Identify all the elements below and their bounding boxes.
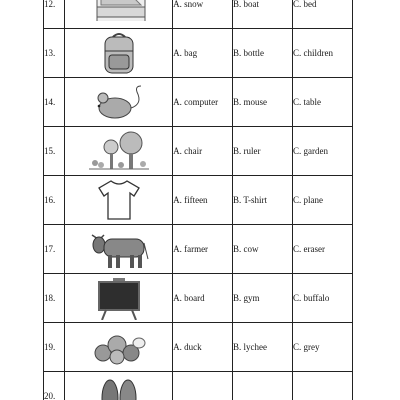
option-c[interactable]: C. grey [293, 323, 353, 372]
table-row [44, 372, 353, 400]
picture-cell [65, 78, 173, 127]
option-b[interactable]: B. bottle [233, 29, 293, 78]
picture-cell [65, 29, 173, 78]
picture-cell [65, 225, 173, 274]
option-b[interactable] [233, 372, 293, 400]
option-c[interactable]: C. table [293, 78, 353, 127]
item-number: 20. [44, 372, 65, 400]
option-b[interactable]: B. boat [233, 0, 293, 29]
item-number: 16. [44, 176, 65, 225]
option-a[interactable]: A. computer [173, 78, 233, 127]
backpack-icon [99, 31, 139, 75]
table-row [44, 78, 353, 127]
picture-cell [65, 176, 173, 225]
mouse-icon [91, 84, 147, 120]
vocabulary-table [43, 0, 353, 400]
option-b[interactable]: B. mouse [233, 78, 293, 127]
tshirt-icon [97, 179, 141, 221]
item-number: 17. [44, 225, 65, 274]
option-c[interactable]: C. bed [293, 0, 353, 29]
option-c[interactable]: C. children [293, 29, 353, 78]
item-number: 15. [44, 127, 65, 176]
table-row [44, 127, 353, 176]
item-number: 13. [44, 29, 65, 78]
option-c[interactable]: C. garden [293, 127, 353, 176]
lychee-icon [91, 329, 147, 365]
flip-flops-icon [94, 376, 144, 400]
option-a[interactable]: A. fifteen [173, 176, 233, 225]
item-number: 18. [44, 274, 65, 323]
picture-cell [65, 0, 173, 29]
picture-cell [65, 323, 173, 372]
table-row [44, 225, 353, 274]
bed-icon [89, 0, 149, 21]
picture-cell [65, 372, 173, 400]
table-row [44, 29, 353, 78]
option-c[interactable] [293, 372, 353, 400]
option-a[interactable]: A. chair [173, 127, 233, 176]
blackboard-icon [96, 276, 142, 320]
option-a[interactable]: A. duck [173, 323, 233, 372]
option-a[interactable] [173, 372, 233, 400]
option-c[interactable]: C. buffalo [293, 274, 353, 323]
option-b[interactable]: B. cow [233, 225, 293, 274]
option-a[interactable]: A. snow [173, 0, 233, 29]
option-c[interactable]: C. eraser [293, 225, 353, 274]
garden-icon [87, 131, 151, 171]
option-a[interactable]: A. bag [173, 29, 233, 78]
picture-cell [65, 274, 173, 323]
option-b[interactable]: B. gym [233, 274, 293, 323]
option-a[interactable]: A. farmer [173, 225, 233, 274]
option-a[interactable]: A. board [173, 274, 233, 323]
item-number: 12. [44, 0, 65, 29]
option-b[interactable]: B. ruler [233, 127, 293, 176]
table-row [44, 176, 353, 225]
option-b[interactable]: B. T-shirt [233, 176, 293, 225]
option-b[interactable]: B. lychee [233, 323, 293, 372]
cow-icon [88, 229, 150, 269]
picture-cell [65, 127, 173, 176]
item-number: 14. [44, 78, 65, 127]
item-number: 19. [44, 323, 65, 372]
table-row [44, 323, 353, 372]
table-row [44, 274, 353, 323]
table-row [44, 0, 353, 29]
option-c[interactable]: C. plane [293, 176, 353, 225]
